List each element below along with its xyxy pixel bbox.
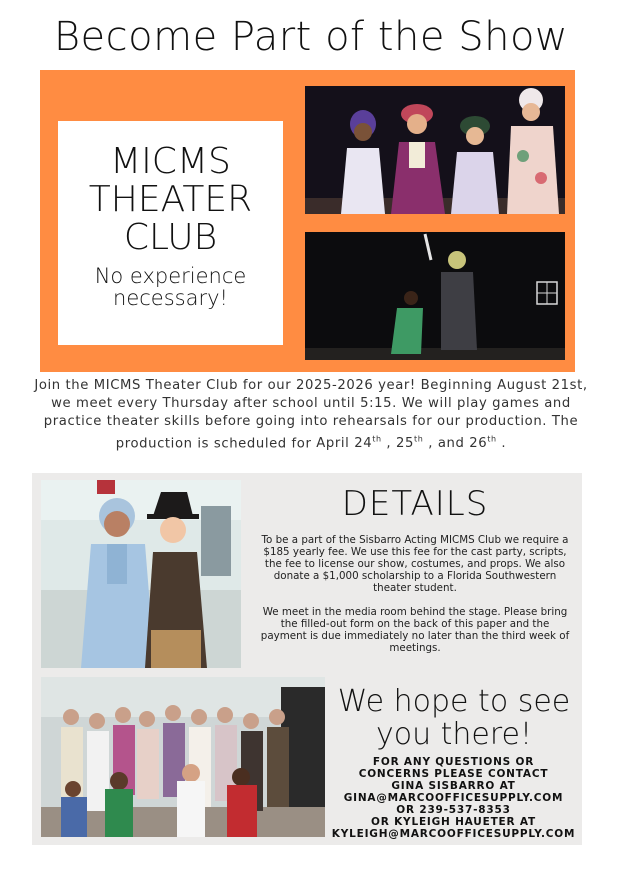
club-card <box>58 121 283 345</box>
production-dates: April 24th , 25th , and 26th . <box>316 435 507 452</box>
photo-cast-group <box>41 677 325 837</box>
details-heading: DETAILS <box>341 484 489 524</box>
contact-email-kyleigh: KYLEIGH@MARCOOFFICESUPPLY.COM <box>331 828 576 840</box>
details-body <box>258 534 572 666</box>
stage-photo-sword-scene <box>305 232 565 360</box>
details-fee-paragraph: To be a part of the Sisbarro Acting MICMS Club we require a $185 yearly fee. We use this fee for the cast party, scripts, the fee to license our show, costumes, and props. We also donate a $1,000 scholarship to a Florida Southwestern theater student. <box>261 534 569 594</box>
intro-paragraph: Join the MICMS Theater Club for our 2025-2026 year! Beginning August 21st, we meet every Thursday after school until 5:15. We will play games and practice theater skills before going into rehearsals for our production. The production is scheduled for April 24th , 25th , and 26th . <box>34 378 588 452</box>
closing-message: We hope to see you there! <box>337 684 571 752</box>
page-title: Become Part of the Show <box>53 14 569 60</box>
photo-two-actors <box>41 480 241 668</box>
club-subtitle: No experience necessary! <box>94 264 247 310</box>
details-meeting-paragraph: We meet in the media room behind the stage. Please bring the filled-out form on the back of this paper and the payment is due immediately no later than the third week of meetings. <box>260 606 570 654</box>
contact-info: FOR ANY QUESTIONS OR CONCERNS PLEASE CONTACT GINA SISBARRO AT GINA@MARCOOFFICESUPPLY.COM OR 239-537-8353 OR KYLEIGH HAUETER AT KYLEIGH@MARCOOFFICESUPPLY.COM <box>325 756 582 840</box>
stage-photo-costumes <box>305 86 565 214</box>
contact-email-gina: GINA@MARCOOFFICESUPPLY.COM <box>343 792 564 804</box>
club-name: MICMS THEATER CLUB <box>88 141 253 258</box>
contact-phone: OR 239-537-8353 <box>396 804 511 816</box>
